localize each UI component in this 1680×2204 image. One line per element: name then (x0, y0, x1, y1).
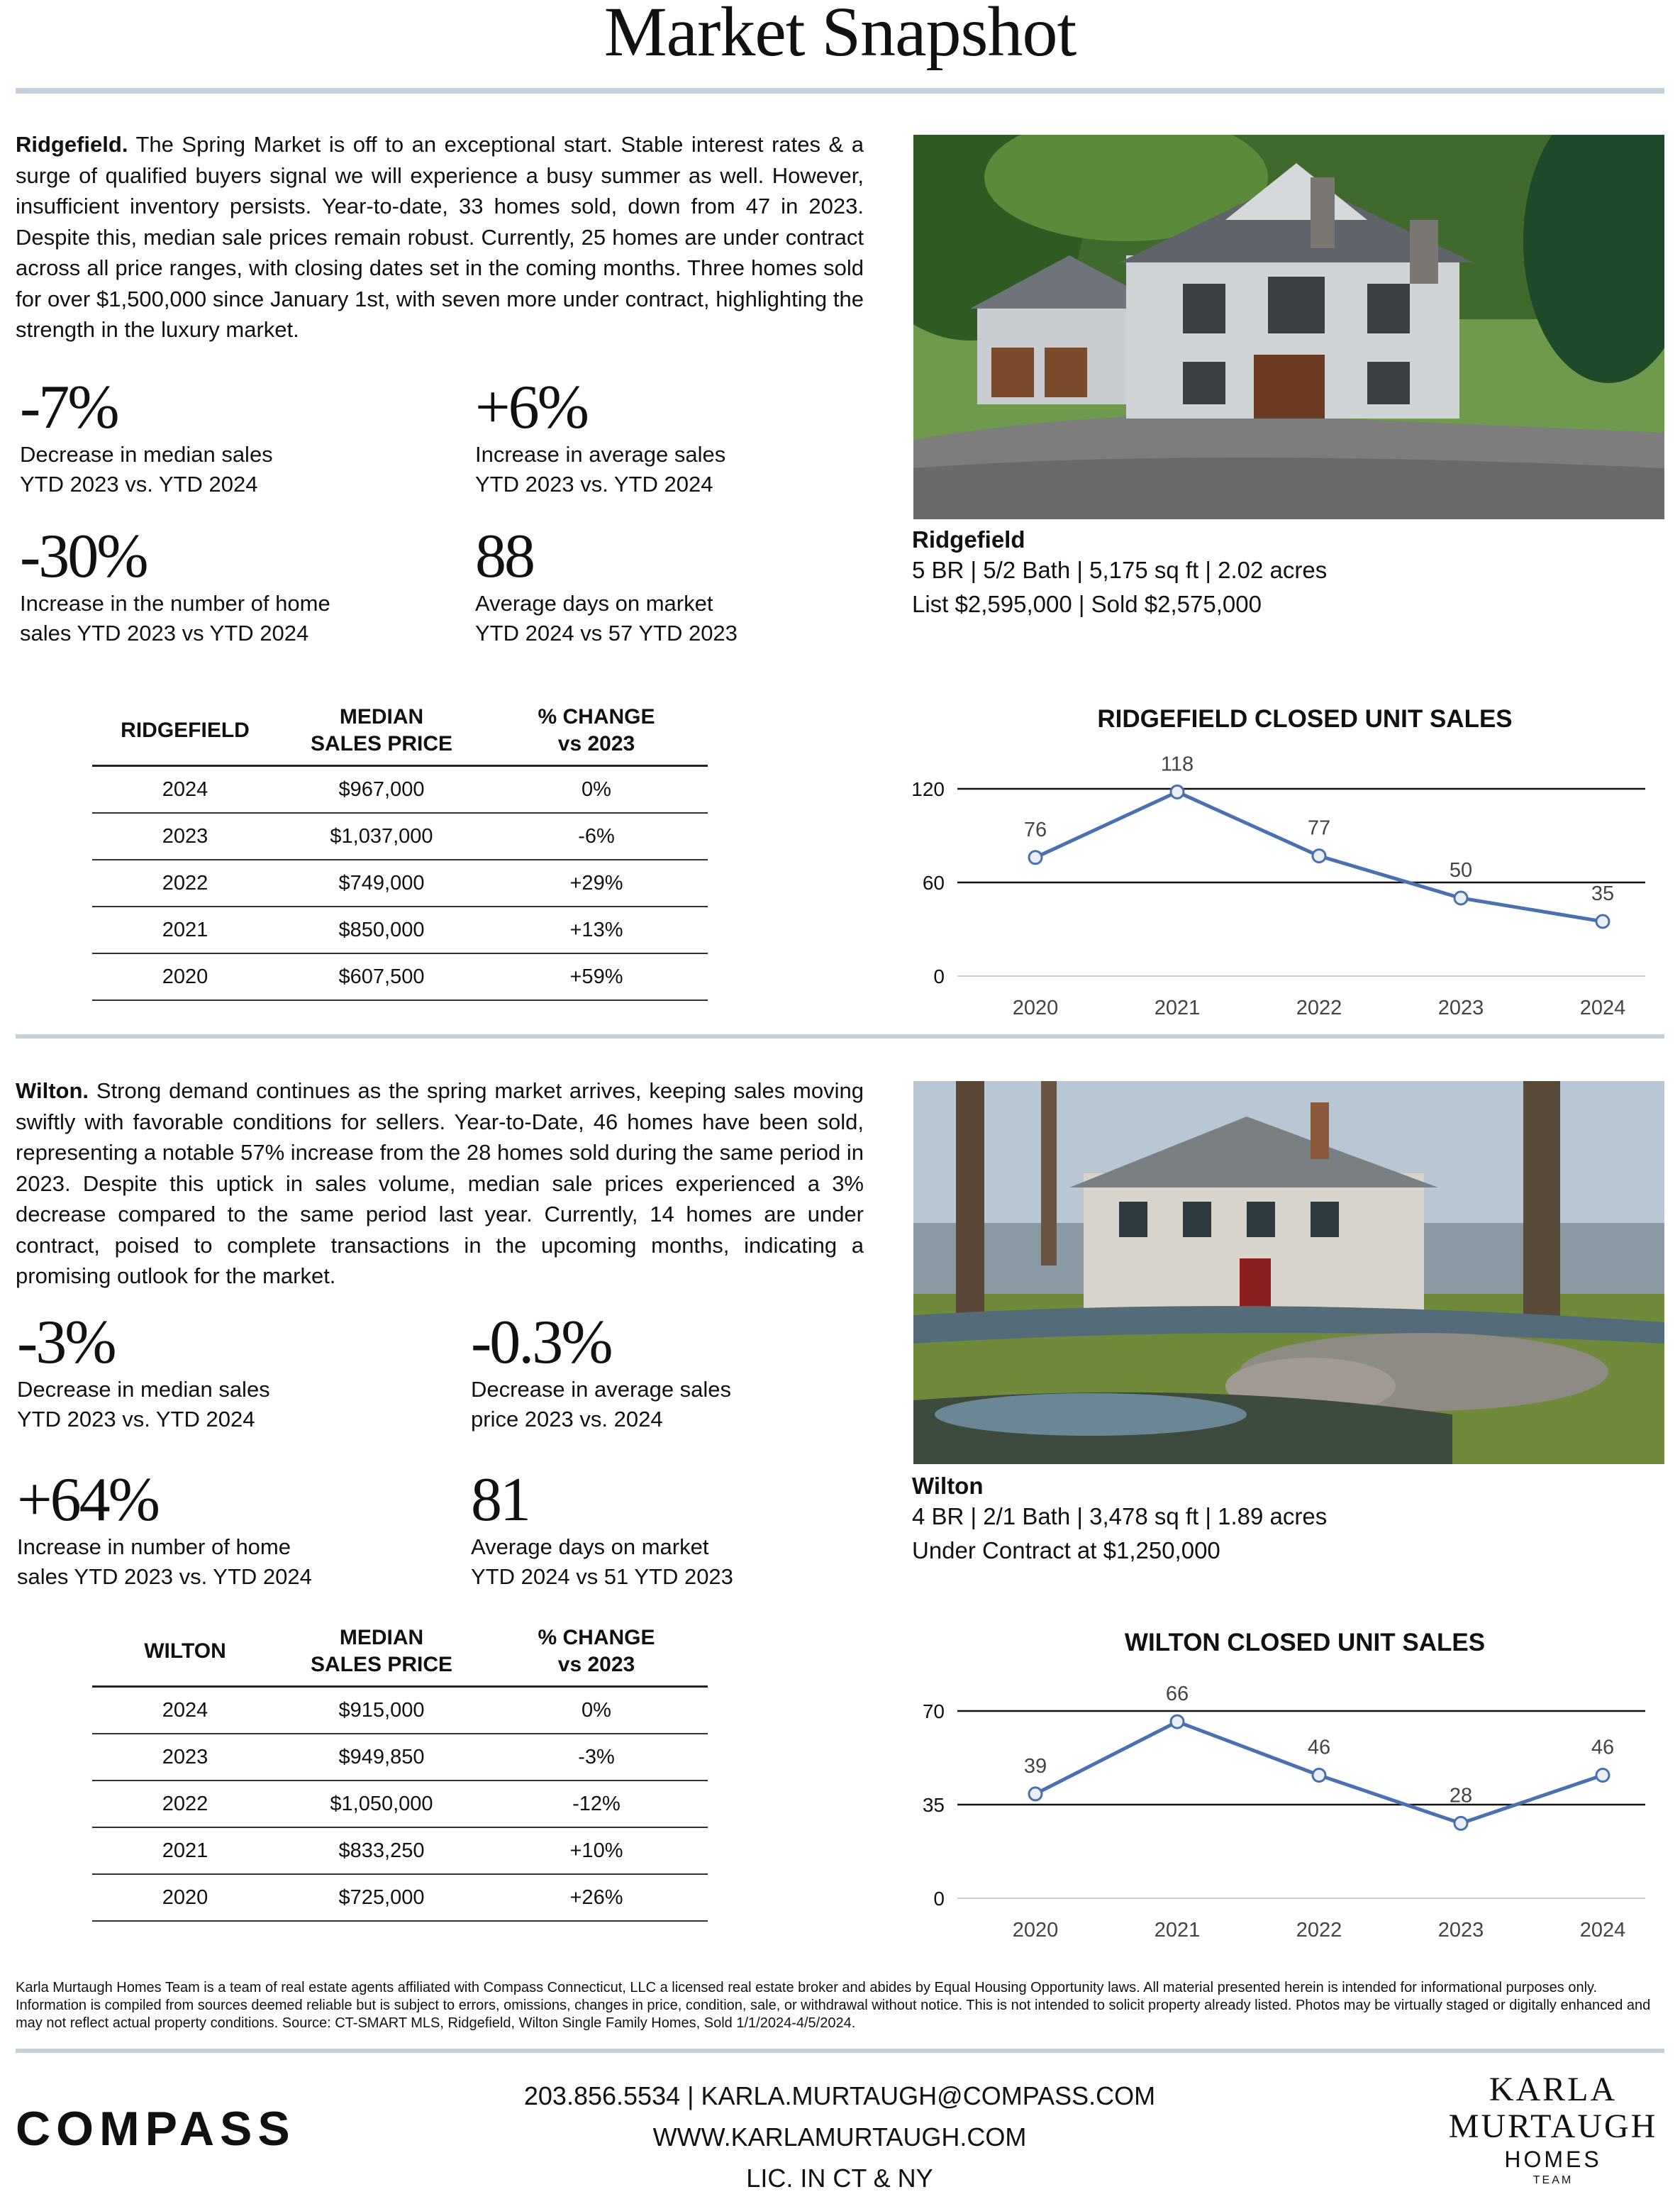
stat-desc-line1: Increase in average sales (475, 442, 726, 467)
year-cell: 2023 (92, 813, 278, 860)
percent-change-cell: +59% (485, 953, 708, 1000)
wilton-price-table (92, 1617, 708, 1922)
y-tick-label: 0 (933, 1888, 945, 1910)
stat-desc-line1: Decrease in median sales (20, 442, 273, 467)
median-price-cell: $1,037,000 (278, 813, 485, 860)
header-median-l2: SALES PRICE (310, 732, 453, 755)
median-price-cell: $967,000 (278, 766, 485, 814)
data-point (1596, 1769, 1609, 1782)
stat-desc-line1: Increase in number of home (17, 1534, 291, 1559)
stat-desc-line2: sales YTD 2023 vs YTD 2024 (20, 621, 309, 646)
ridgefield-stat-3 (20, 522, 330, 648)
median-price-cell: $725,000 (278, 1874, 485, 1921)
disclaimer-text: Karla Murtaugh Homes Team is a team of real estate agents affiliated with Compass Connecticut, LLC a licensed real estate broker and abides by Equal Housing Opportunity laws. All material presented herein is intended for informational purposes only. Information is compiled from sources deemed reliable but is subject to errors, omissions, changes in price, condition, sale, or withdrawal without notice. This is not intended to solicit property already listed. Photos may be virtually staged or digitally enhanced and may not reflect actual property conditions. Source: CT-SMART MLS, Ridgefield, Wilton Single Family Homes, Sold 1/1/2024-4/5/2024. (16, 1980, 1651, 2031)
table-header-town: RIDGEFIELD (92, 697, 278, 766)
wilton-text: Strong demand continues as the spring market arrives, keeping sales moving swiftly with favorable conditions for sellers. Year-to-Date, 46 homes have been sold, representing a notable 57% increase from the 28 homes sold during the same period in 2023. Despite this uptick in sales volume, median sale prices experienced a 3% decrease compared to the same period last year. Currently, 14 homes are under contract, poised to complete transactions in the upcoming months, indicating a promising outlook for the market. (16, 1078, 864, 1288)
data-label: 118 (1160, 753, 1194, 776)
listing-name: Wilton (912, 1473, 984, 1499)
year-cell: 2020 (92, 953, 278, 1000)
median-price-cell: $833,250 (278, 1827, 485, 1874)
data-label: 76 (1023, 818, 1047, 841)
table-row (92, 1874, 708, 1921)
table-row (92, 1781, 708, 1827)
brand-line2: MURTAUGH (1448, 2108, 1658, 2145)
table-row (92, 1734, 708, 1781)
stat-desc-line2: YTD 2024 vs 57 YTD 2023 (475, 621, 738, 646)
year-cell: 2022 (92, 860, 278, 907)
stat-desc-line2: YTD 2024 vs 51 YTD 2023 (471, 1564, 733, 1589)
footer-contact: 203.856.5534 | KARLA.MURTAUGH@COMPASS.COM (523, 2081, 1156, 2110)
table-header-town: WILTON (92, 1617, 278, 1687)
header-median-l2: SALES PRICE (310, 1653, 453, 1676)
x-tick-label: 2021 (1154, 1919, 1201, 1942)
data-point (1596, 915, 1609, 928)
listing-name: Ridgefield (912, 526, 1025, 553)
percent-change-cell: +10% (485, 1827, 708, 1874)
wilton-listing-caption (912, 1473, 1664, 1568)
table-row (92, 860, 708, 907)
header-divider (16, 88, 1664, 94)
stat-value: 88 (475, 522, 533, 591)
data-point (1171, 1715, 1184, 1728)
table-row (92, 766, 708, 814)
table-header-median (278, 1617, 485, 1687)
data-point (1313, 850, 1325, 863)
listing-price: List $2,595,000 | Sold $2,575,000 (912, 591, 1262, 617)
listing-price: Under Contract at $1,250,000 (912, 1537, 1220, 1563)
karla-murtaugh-logo (1425, 2071, 1680, 2188)
data-point (1313, 1769, 1325, 1782)
y-tick-label: 70 (922, 1700, 945, 1722)
ridgefield-paragraph (16, 129, 864, 345)
listing-details: 4 BR | 2/1 Bath | 3,478 sq ft | 1.89 acres (912, 1503, 1328, 1529)
table-header-change (485, 1617, 708, 1687)
brand-line1: KARLA (1489, 2071, 1618, 2108)
stat-desc-line2: YTD 2023 vs. YTD 2024 (17, 1407, 255, 1432)
brand-line4: TEAM (1532, 2174, 1574, 2186)
listing-details: 5 BR | 5/2 Bath | 5,175 sq ft | 2.02 acres (912, 557, 1328, 583)
stat-value: +64% (17, 1466, 158, 1534)
stat-desc-line2: YTD 2023 vs. YTD 2024 (475, 472, 713, 497)
x-tick-label: 2021 (1154, 997, 1201, 1019)
data-point (1171, 785, 1184, 798)
stat-value: +6% (475, 373, 587, 442)
stat-desc-line1: Decrease in average sales (471, 1377, 732, 1402)
year-cell: 2024 (92, 766, 278, 814)
year-cell: 2021 (92, 1827, 278, 1874)
ridgefield-stat-1 (20, 373, 273, 499)
percent-change-cell: -3% (485, 1734, 708, 1781)
median-price-cell: $1,050,000 (278, 1781, 485, 1827)
stat-value: -30% (20, 522, 147, 591)
data-label: 28 (1449, 1784, 1473, 1807)
percent-change-cell: +13% (485, 907, 708, 953)
x-tick-label: 2020 (1012, 997, 1059, 1019)
y-tick-label: 60 (922, 872, 945, 894)
x-tick-label: 2022 (1296, 1919, 1342, 1942)
footer-license: LIC. IN CT & NY (746, 2164, 933, 2193)
wilton-house-photo (913, 1081, 1664, 1464)
data-label: 66 (1165, 1683, 1189, 1706)
data-point (1029, 1788, 1042, 1800)
x-tick-label: 2020 (1012, 1919, 1059, 1942)
page-title: Market Snapshot (603, 0, 1077, 71)
ridgefield-house-photo (913, 135, 1664, 519)
header-median-l1: MEDIAN (339, 705, 424, 729)
year-cell: 2020 (92, 1874, 278, 1921)
data-label: 39 (1023, 1754, 1047, 1778)
data-label: 77 (1307, 816, 1331, 840)
table-header-median (278, 697, 485, 766)
median-price-cell: $607,500 (278, 953, 485, 1000)
header-change-l2: vs 2023 (557, 1653, 635, 1676)
header-median-l1: MEDIAN (339, 1626, 424, 1649)
footer-contact-block (450, 2076, 1230, 2199)
wilton-stat-4 (471, 1468, 733, 1592)
percent-change-cell: 0% (485, 1687, 708, 1734)
ridgefield-stat-4 (475, 522, 738, 648)
brand-line3: HOMES (1504, 2147, 1602, 2172)
ridgefield-price-table (92, 697, 708, 1001)
stat-desc-line2: price 2023 vs. 2024 (471, 1407, 663, 1432)
stat-value: -7% (20, 373, 118, 442)
x-tick-label: 2024 (1579, 1919, 1626, 1942)
table-row (92, 1827, 708, 1874)
x-tick-label: 2023 (1437, 997, 1484, 1019)
median-price-cell: $749,000 (278, 860, 485, 907)
header-change-l1: % CHANGE (538, 1626, 655, 1649)
median-price-cell: $949,850 (278, 1734, 485, 1781)
ridgefield-chart-title: RIDGEFIELD CLOSED UNIT SALES (1097, 705, 1513, 733)
data-label: 50 (1449, 859, 1473, 882)
stat-desc-line1: Decrease in median sales (17, 1377, 270, 1402)
wilton-stat-1 (17, 1308, 270, 1434)
data-label: 35 (1591, 882, 1615, 905)
data-point (1454, 1817, 1467, 1829)
year-cell: 2021 (92, 907, 278, 953)
ridgefield-sales-chart (894, 738, 1674, 1021)
stat-desc-line1: Average days on market (475, 591, 713, 616)
data-point (1454, 892, 1467, 904)
ridgefield-listing-caption (912, 526, 1664, 621)
table-row (92, 1687, 708, 1734)
year-cell: 2022 (92, 1781, 278, 1827)
percent-change-cell: +29% (485, 860, 708, 907)
x-tick-label: 2023 (1437, 1919, 1484, 1942)
percent-change-cell: 0% (485, 766, 708, 814)
compass-logo: COMPASS (16, 2102, 296, 2156)
wilton-stat-3 (17, 1468, 312, 1592)
x-tick-label: 2022 (1296, 997, 1342, 1019)
stat-desc-line1: Average days on market (471, 1534, 709, 1559)
wilton-chart-title: WILTON CLOSED UNIT SALES (1124, 1629, 1486, 1656)
y-tick-label: 120 (911, 778, 945, 800)
table-row (92, 907, 708, 953)
percent-change-cell: -12% (485, 1781, 708, 1827)
header-change-l2: vs 2023 (557, 732, 635, 755)
footer-divider (16, 2049, 1664, 2053)
percent-change-cell: -6% (485, 813, 708, 860)
data-label: 46 (1307, 1736, 1331, 1759)
data-label: 46 (1591, 1736, 1615, 1759)
wilton-paragraph (16, 1075, 864, 1292)
ridgefield-text: The Spring Market is off to an exceptional start. Stable interest rates & a surge of qualified buyers signal we will experience a busy summer as well. However, insufficient inventory persists. Year-to-date, 33 homes sold, down from 47 in 2023. Despite this, median sale prices remain robust. Currently, 25 homes are under contract across all price ranges, with closing dates set in the coming months. Three homes sold for over $1,500,000 since January 1st, with seven more under contract, highlighting the strength in the luxury market. (16, 132, 864, 342)
ridgefield-town-name: Ridgefield. (16, 132, 128, 157)
header-change-l1: % CHANGE (538, 705, 655, 729)
table-row (92, 813, 708, 860)
wilton-stat-2 (471, 1308, 732, 1434)
wilton-sales-chart (894, 1660, 1674, 1944)
table-row (92, 953, 708, 1000)
stat-desc-line2: YTD 2023 vs. YTD 2024 (20, 472, 258, 497)
x-tick-label: 2024 (1579, 997, 1626, 1019)
footer-website: WWW.KARLAMURTAUGH.COM (652, 2122, 1027, 2152)
stat-desc-line1: Increase in the number of home (20, 591, 330, 616)
stat-value: -3% (17, 1308, 115, 1377)
median-price-cell: $915,000 (278, 1687, 485, 1734)
wilton-town-name: Wilton. (16, 1078, 89, 1103)
y-tick-label: 0 (933, 965, 945, 987)
y-tick-label: 35 (922, 1794, 945, 1816)
percent-change-cell: +26% (485, 1874, 708, 1921)
stat-desc-line2: sales YTD 2023 vs. YTD 2024 (17, 1564, 312, 1589)
year-cell: 2024 (92, 1687, 278, 1734)
data-point (1029, 851, 1042, 864)
stat-value: -0.3% (471, 1308, 611, 1377)
table-header-change (485, 697, 708, 766)
ridgefield-stat-2 (475, 373, 726, 499)
stat-value: 81 (471, 1466, 529, 1534)
year-cell: 2023 (92, 1734, 278, 1781)
median-price-cell: $850,000 (278, 907, 485, 953)
section-divider (16, 1034, 1664, 1039)
